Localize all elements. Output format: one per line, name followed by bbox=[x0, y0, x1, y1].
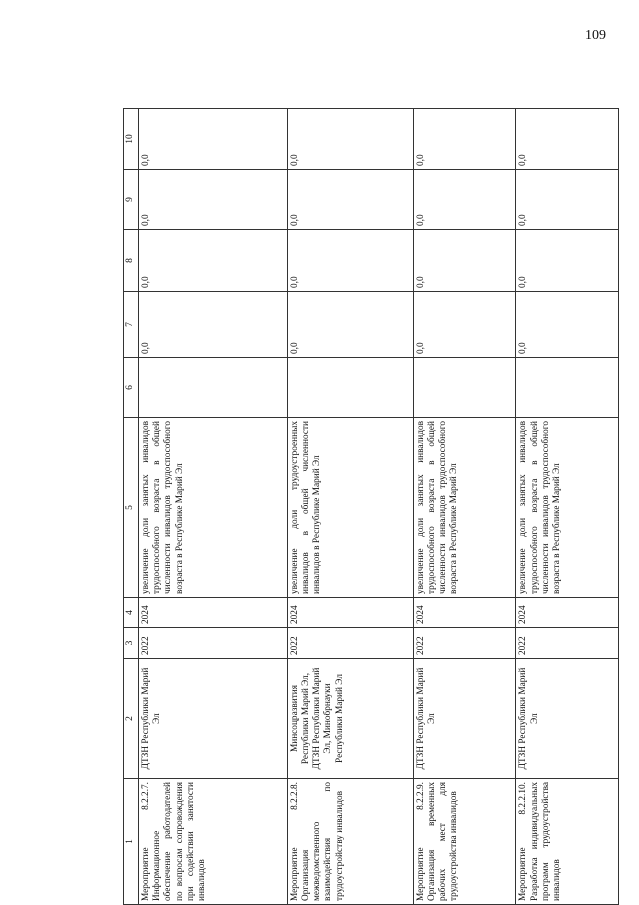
header-row bbox=[124, 109, 139, 905]
result-cell: увеличение доли занятых инвалидов трудоспособного возраста в общей численности инвалидов трудоспособного возраста в Республике Марий Эл bbox=[516, 418, 619, 598]
start-year-cell: 2022 bbox=[516, 628, 619, 659]
page-number: 109 bbox=[585, 28, 606, 43]
result-cell: увеличение доли трудоустроенных инвалидов в общей численности инвалидов в Республике Марий Эл bbox=[287, 418, 413, 598]
column-header-2: 2 bbox=[124, 659, 139, 779]
measure-cell: Мероприятие 8.2.2.10. Разработка индивидуальных программ трудоустройства инвалидов bbox=[516, 779, 619, 905]
column-header-4: 4 bbox=[124, 598, 139, 628]
column-header-7: 7 bbox=[124, 292, 139, 358]
end-year-cell: 2024 bbox=[413, 598, 516, 628]
col7-cell: 0,0 bbox=[139, 292, 288, 358]
column-header-9: 9 bbox=[124, 170, 139, 230]
col10-cell: 0,0 bbox=[139, 109, 288, 170]
col9-cell: 0,0 bbox=[287, 170, 413, 230]
col10-cell: 0,0 bbox=[413, 109, 516, 170]
col7-cell: 0,0 bbox=[287, 292, 413, 358]
executor-cell: ДТЗН Республики Марий Эл bbox=[139, 659, 288, 779]
column-header-5: 5 bbox=[124, 418, 139, 598]
table-row bbox=[413, 109, 516, 905]
col9-cell: 0,0 bbox=[139, 170, 288, 230]
start-year-cell: 2022 bbox=[139, 628, 288, 659]
col7-cell: 0,0 bbox=[516, 292, 619, 358]
col8-cell: 0,0 bbox=[139, 230, 288, 292]
col8-cell: 0,0 bbox=[287, 230, 413, 292]
measure-cell: Мероприятие 8.2.2.7. Информационное обеспечение работодателей по вопросам сопровождения при содействии занятости инвалидов bbox=[139, 779, 288, 905]
column-header-6: 6 bbox=[124, 358, 139, 418]
executor-cell: ДТЗН Республики Марий Эл bbox=[516, 659, 619, 779]
col6-cell bbox=[516, 358, 619, 418]
result-cell: увеличение доли занятых инвалидов трудоспособного возраста в общей численности инвалидов трудоспособного возраста в Республике Марий Эл bbox=[139, 418, 288, 598]
table-row bbox=[516, 109, 619, 905]
column-header-10: 10 bbox=[124, 109, 139, 170]
col10-cell: 0,0 bbox=[287, 109, 413, 170]
col6-cell bbox=[287, 358, 413, 418]
end-year-cell: 2024 bbox=[516, 598, 619, 628]
start-year-cell: 2022 bbox=[413, 628, 516, 659]
measure-cell: Мероприятие 8.2.2.9. Организация временных рабочих мест для трудоустройства инвалидов bbox=[413, 779, 516, 905]
result-cell: увеличение доли занятых инвалидов трудоспособного возраста в общей численности инвалидов трудоспособного возраста в Республике Марий Эл bbox=[413, 418, 516, 598]
col6-cell bbox=[413, 358, 516, 418]
col8-cell: 0,0 bbox=[413, 230, 516, 292]
col10-cell: 0,0 bbox=[516, 109, 619, 170]
col7-cell: 0,0 bbox=[413, 292, 516, 358]
col9-cell: 0,0 bbox=[516, 170, 619, 230]
executor-cell: Минсоцразвития Республики Марий Эл, ДТЗН Республики Марий Эл, Минобрнауки Республики Марий Эл bbox=[287, 659, 413, 779]
column-header-8: 8 bbox=[124, 230, 139, 292]
col6-cell bbox=[139, 358, 288, 418]
column-header-1: 1 bbox=[124, 779, 139, 905]
start-year-cell: 2022 bbox=[287, 628, 413, 659]
rotated-table-container bbox=[123, 109, 619, 905]
measure-cell: Мероприятие 8.2.2.8. Организация межведомственного взаимодействия по трудоустройству инвалидов bbox=[287, 779, 413, 905]
measures-table bbox=[123, 108, 619, 905]
table-row bbox=[287, 109, 413, 905]
col8-cell: 0,0 bbox=[516, 230, 619, 292]
table-row bbox=[139, 109, 288, 905]
column-header-3: 3 bbox=[124, 628, 139, 659]
executor-cell: ДТЗН Республики Марий Эл bbox=[413, 659, 516, 779]
end-year-cell: 2024 bbox=[287, 598, 413, 628]
end-year-cell: 2024 bbox=[139, 598, 288, 628]
col9-cell: 0,0 bbox=[413, 170, 516, 230]
